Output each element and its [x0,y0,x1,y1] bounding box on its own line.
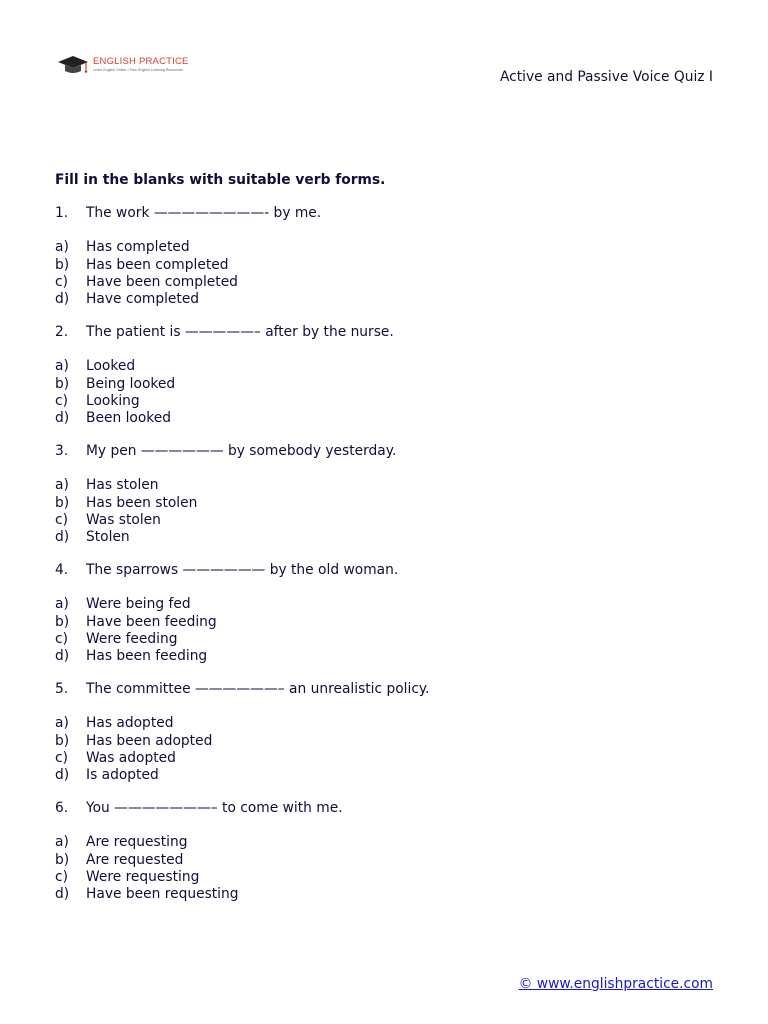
answer-option [55,767,715,784]
option-text: Stolen [86,529,130,546]
answer-option [55,733,715,750]
option-text: Have completed [86,291,200,308]
option-text: Has been adopted [86,732,213,749]
option-letter: d) [55,648,70,665]
option-text: Are requested [86,851,184,868]
answer-option [55,410,715,427]
answer-option [55,358,715,375]
answer-option [55,715,715,732]
option-letter: b) [55,613,70,630]
footer-website-link[interactable]: © www.englishpractice.com [518,976,713,992]
question-number: 5. [55,681,69,698]
question-1 [55,205,715,308]
option-text: Has stolen [86,477,159,494]
option-letter: b) [55,375,70,392]
option-text: Was stolen [86,511,161,528]
question-text-line [55,681,715,698]
option-letter: d) [55,767,70,784]
option-letter: c) [55,749,68,766]
option-text: Is adopted [86,767,159,784]
option-text: Were requesting [86,868,200,885]
logo-tagline: Learn English Online • Free English Learning Resources [93,68,183,72]
option-letter: a) [55,239,69,256]
question-text-line [55,205,715,222]
graduation-cap-icon [56,52,90,78]
question-3 [55,443,715,546]
option-letter: c) [55,511,68,528]
option-letter: a) [55,477,69,494]
option-letter: c) [55,630,68,647]
site-logo [56,52,189,78]
option-letter: b) [55,851,70,868]
option-text: Were being fed [86,596,191,613]
answer-option [55,834,715,851]
option-text: Was adopted [86,749,176,766]
answer-option [55,648,715,665]
question-text-line [55,562,715,579]
question-5 [55,681,715,784]
question-text: My pen —————— by somebody yesterday. [86,443,397,460]
option-text: Has been feeding [86,648,208,665]
quiz-instruction: Fill in the blanks with suitable verb forms. [55,172,386,188]
option-letter: b) [55,256,70,273]
question-4 [55,562,715,665]
question-number: 3. [55,443,69,460]
option-text: Looked [86,358,136,375]
answer-option [55,852,715,869]
option-text: Has completed [86,239,190,256]
question-text-line [55,443,715,460]
question-2 [55,324,715,427]
option-text: Being looked [86,375,176,392]
option-letter: a) [55,834,69,851]
question-number: 4. [55,562,69,579]
question-text-line [55,800,715,817]
answer-option [55,393,715,410]
answer-option [55,631,715,648]
answer-option [55,750,715,767]
quiz-content [55,172,715,919]
answer-option [55,886,715,903]
question-number: 6. [55,800,69,817]
answer-option [55,291,715,308]
question-number: 2. [55,324,69,341]
option-letter: c) [55,392,68,409]
option-letter: a) [55,596,69,613]
option-letter: c) [55,868,68,885]
option-letter: d) [55,529,70,546]
answer-option [55,596,715,613]
logo-title: ENGLISH PRACTICE [93,56,189,67]
question-number: 1. [55,205,69,222]
question-6 [55,800,715,903]
option-text: Have been completed [86,273,238,290]
option-letter: a) [55,358,69,375]
page-title: Active and Passive Voice Quiz I [499,69,713,85]
option-text: Has been completed [86,256,229,273]
answer-option [55,274,715,291]
option-text: Has been stolen [86,494,198,511]
question-list [55,205,715,903]
option-letter: b) [55,732,70,749]
question-text: The sparrows —————— by the old woman. [86,562,399,579]
option-letter: d) [55,291,70,308]
option-letter: c) [55,273,68,290]
question-text: You ———————– to come with me. [86,800,343,817]
answer-option [55,495,715,512]
option-text: Has adopted [86,715,174,732]
option-letter: a) [55,715,69,732]
option-letter: d) [55,886,70,903]
question-text: The work ————————- by me. [86,205,322,222]
option-text: Been looked [86,410,172,427]
option-text: Have been requesting [86,886,239,903]
answer-option [55,512,715,529]
answer-option [55,239,715,256]
answer-option [55,614,715,631]
question-text: The committee ——————– an unrealistic policy. [86,681,430,698]
answer-option [55,477,715,494]
option-text: Have been feeding [86,613,217,630]
option-text: Are requesting [86,834,188,851]
option-text: Looking [86,392,140,409]
option-letter: d) [55,410,70,427]
answer-option [55,529,715,546]
answer-option [55,257,715,274]
question-text: The patient is —————– after by the nurse. [86,324,394,341]
option-letter: b) [55,494,70,511]
answer-option [55,376,715,393]
question-text-line [55,324,715,341]
option-text: Were feeding [86,630,178,647]
answer-option [55,869,715,886]
